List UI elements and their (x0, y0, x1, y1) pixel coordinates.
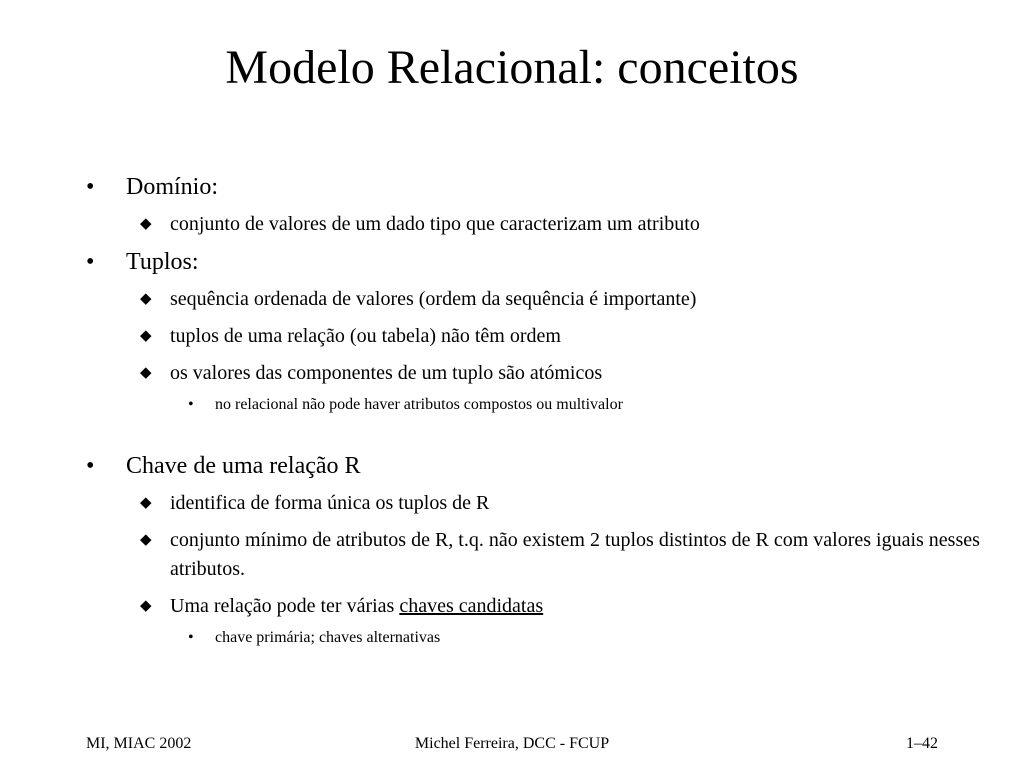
bullet-dot-icon: • (86, 249, 95, 275)
diamond-bullet-icon: ◆ (140, 328, 152, 344)
diamond-bullet-icon: ◆ (140, 598, 152, 614)
sub-bullet-chave-3 (86, 592, 986, 621)
sub-bullet-tuplos-1 (86, 285, 986, 314)
footer-author: Michel Ferreira, DCC - FCUP (414, 735, 610, 752)
sub-sub-bullet-text: no relacional não pode haver atributos compostos ou multivalor (215, 396, 623, 413)
bullet-dominio-label: Domínio: (126, 174, 219, 200)
bullet-dot-icon: • (188, 396, 194, 413)
diamond-bullet-icon: ◆ (140, 291, 152, 307)
sub-bullet-text: conjunto de valores de um dado tipo que caracterizam um atributo (170, 213, 700, 235)
diamond-bullet-icon: ◆ (140, 216, 152, 232)
sub-bullet-dominio-1 (86, 210, 986, 239)
chaves-candidatas-term: chaves candidatas (399, 595, 544, 617)
bullet-tuplos-label: Tuplos: (126, 249, 199, 275)
bullet-dot-icon: • (86, 453, 95, 479)
bullet-tuplos (86, 247, 986, 277)
bullet-dominio (86, 172, 986, 202)
sub-bullet-tuplos-3 (86, 359, 986, 388)
diamond-bullet-icon: ◆ (140, 532, 152, 548)
footer-page-number: 1–42 (906, 735, 938, 752)
sub-bullet-text: os valores das componentes de um tuplo são atómicos (170, 362, 603, 384)
sub-bullet-tuplos-2 (86, 322, 986, 351)
sub-bullet-chave-1 (86, 489, 986, 518)
bullet-dot-icon: • (86, 174, 95, 200)
sub-bullet-text-prefix: Uma relação pode ter várias (170, 595, 400, 617)
sub-bullet-text: conjunto mínimo de atributos de R, t.q. não existem 2 tuplos distintos de R com valores iguais nesses atributos. (170, 529, 980, 580)
sub-sub-bullet-text: chave primária; chaves alternativas (215, 629, 441, 646)
slide-content (86, 172, 986, 649)
diamond-bullet-icon: ◆ (140, 495, 152, 511)
sub-bullet-text: tuplos de uma relação (ou tabela) não têm ordem (170, 325, 561, 347)
bullet-chave (86, 451, 986, 481)
bullet-dot-icon: • (188, 629, 194, 646)
diamond-bullet-icon: ◆ (140, 365, 152, 381)
sub-bullet-text: identifica de forma única os tuplos de R (170, 492, 490, 514)
sub-sub-bullet-chave (86, 627, 986, 649)
slide-title: Modelo Relacional: conceitos (225, 41, 799, 94)
sub-bullet-text: sequência ordenada de valores (ordem da sequência é importante) (170, 288, 697, 310)
sub-sub-bullet-tuplos (86, 394, 986, 416)
sub-bullet-chave-2 (86, 526, 986, 584)
footer-course: MI, MIAC 2002 (86, 735, 192, 752)
bullet-chave-label: Chave de uma relação R (126, 453, 361, 479)
